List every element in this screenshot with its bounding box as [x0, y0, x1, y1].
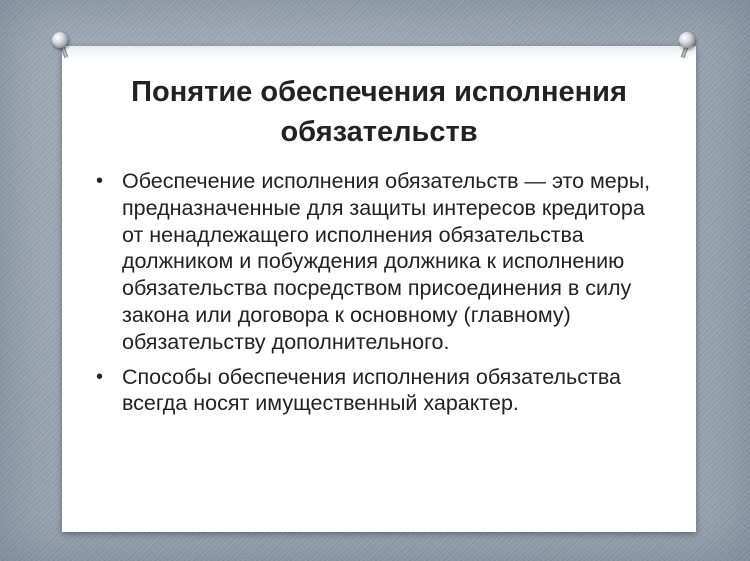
slide-title-line-1: Понятие обеспечения исполнения	[131, 76, 627, 108]
bullet-text: Обеспечение исполнения обязательств — это меры, предназначенные для защиты интересов кредитора от ненадлежащего исполнения обязательства должником и побуждения должника к исполнению обязательства посредством присоединения в силу закона или договора к основному (главному) обязательству дополнительного.	[122, 169, 651, 354]
slide-title-line-2: обязательств	[280, 116, 478, 148]
list-item	[96, 168, 662, 356]
bullet-icon: •	[96, 170, 104, 192]
slide-title	[62, 72, 696, 152]
bullet-text: Способы обеспечения исполнения обязательства всегда носят имущественный характер.	[122, 364, 621, 416]
pushpin-icon	[52, 32, 68, 48]
paper-top-shade	[62, 46, 696, 60]
pushpin-icon	[679, 32, 695, 48]
list-item	[96, 364, 662, 418]
bullet-list	[96, 168, 662, 425]
bullet-icon: •	[96, 365, 104, 388]
